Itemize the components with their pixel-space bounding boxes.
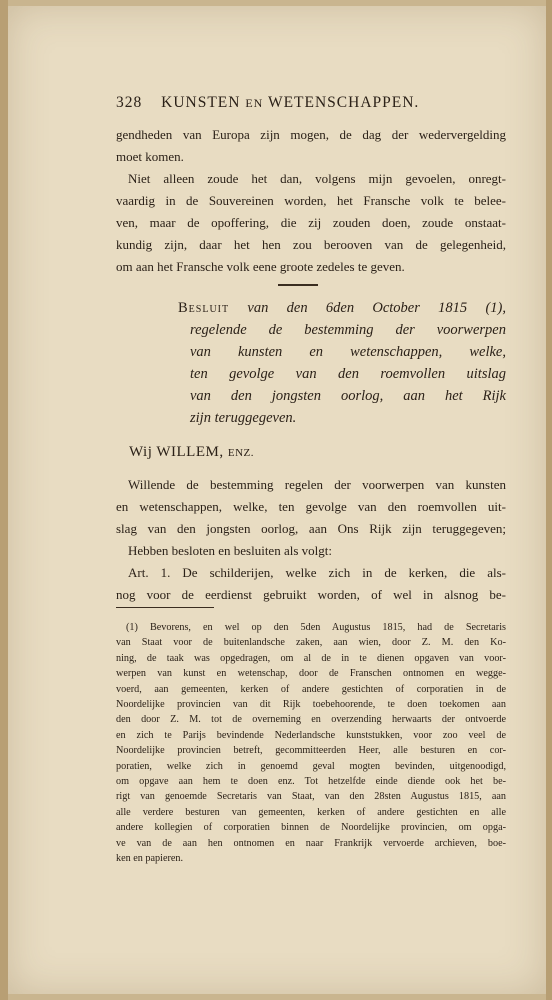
decree-word: Besluit (178, 300, 230, 316)
text-line: en wetenschappen, welke, ten gevolge van den roemvollen uit- (116, 499, 506, 514)
footnote-line: ning, de taak was opgedragen, om al de in te dienen opgaven van voor- (116, 652, 506, 664)
decree-line: van den 6den October 1815 (1), (247, 300, 506, 316)
text-line: Niet alleen zoude het dan, volgens mijn gevoelen, onregt- (128, 171, 506, 186)
decree-line: van den jongsten oorlog, aan het Rijk (190, 388, 506, 404)
footnote-line: andere kollegien of corporatien binnen de Noordelijke provincien, om opga- (116, 822, 506, 834)
text-line: moet komen. (116, 149, 184, 164)
footnote-line: rigt van genoemde Secretaris van Staat, van den 28sten Augustus 1815, aan (116, 791, 506, 803)
decree-body (116, 474, 506, 606)
page-edge-right (546, 0, 552, 1000)
decree-line: ten gevolge van den roemvollen uitslag (190, 366, 506, 382)
text-line: ven, maar de opoffering, die zij zouden doen, zoude onstaat- (116, 215, 506, 230)
enz-text: ENZ. (227, 447, 254, 459)
footnote-line: voerd, aan gemeenten, kerken of andere gestichten of corporatien in de (116, 683, 506, 695)
text-line: Willende de bestemming regelen der voorwerpen van kunsten (128, 477, 506, 492)
text-line: Hebben besloten en besluiten als volgt: (128, 543, 332, 558)
text-line: Art. 1. De schilderijen, welke zich in de kerken, die als- (128, 565, 506, 580)
page-number: 328 (116, 94, 143, 111)
header-title-b: EN (245, 96, 264, 110)
footnote-line: ken en papieren. (116, 853, 184, 865)
text-line: slag van den jongsten oorlog, aan Ons Rijk zijn teruggegeven; (116, 521, 506, 536)
text-line: om aan het Fransche volk eene groote zedeles te geven. (116, 259, 405, 274)
text-line: kundig zijn, daar het hen zou berooven van de gelegenheid, (116, 237, 506, 252)
text-line: gendheden van Europa zijn mogen, de dag der wedervergelding (116, 127, 506, 142)
footnote-line: van Staat voor de buitenlandsche zaken, aan wien, door Z. M. den Ko- (116, 637, 506, 649)
king-name (129, 444, 254, 461)
footnote-line: om opgave aan hem te doen enz. Tot hetzelfde einde diende ook het be- (116, 776, 506, 788)
footnote-line: en zich te Parijs bevindende Nederlandsche kunststukken, voor zoo veel de (116, 729, 506, 741)
decree-line: regelende de bestemming der voorwerpen (190, 322, 506, 338)
footnote-rule (116, 607, 214, 608)
header-title-a: KUNSTEN (161, 94, 241, 111)
header-title-c: WETENSCHAPPEN. (267, 94, 420, 111)
footnote-line: poratien, welke zich in genoemd geval mogten bevinden, uitgenoodigd, (116, 760, 506, 772)
king-name-text: Wij WILLEM, (129, 444, 224, 460)
decree-heading (178, 297, 506, 429)
page-edge-left (0, 0, 8, 1000)
text-line: vaardig in de Souvereinen worden, het Fransche volk te belee- (116, 193, 506, 208)
footnote-line: Noordelijke provincien betreft, gecommitteerden Heer, alle besturen en cor- (116, 745, 506, 757)
top-paragraph (116, 124, 506, 278)
footnote-line: ve van de aan hen ontnomen en naar Frankrijk vervoerde archieven, boe- (116, 837, 506, 849)
running-header (116, 94, 446, 112)
footnote-line: Noordelijke provincien van dit Rijk toebehoorende, te doen toekomen aan (116, 699, 506, 711)
decree-line: van kunsten en wetenschappen, welke, (190, 344, 506, 360)
section-divider (278, 284, 318, 286)
footnote-line: werpen van kunst en wetenschap, door de Franschen ontnomen en wegge- (116, 668, 506, 680)
text-line: nog voor de eerdienst gebruikt worden, of wel in alsnog be- (116, 587, 506, 602)
footnote (116, 620, 506, 867)
decree-line: zijn teruggegeven. (190, 410, 297, 426)
footnote-line: (1) Bevorens, en wel op den 5den Augustus 1815, had de Secretaris (126, 622, 506, 633)
footnote-line: den door Z. M. tot de overneming en overzending herwaarts der ontvoerde (116, 714, 506, 726)
footnote-line: alle verdere besturen van gemeenten, kerken of andere gestichten en alle (116, 806, 506, 818)
